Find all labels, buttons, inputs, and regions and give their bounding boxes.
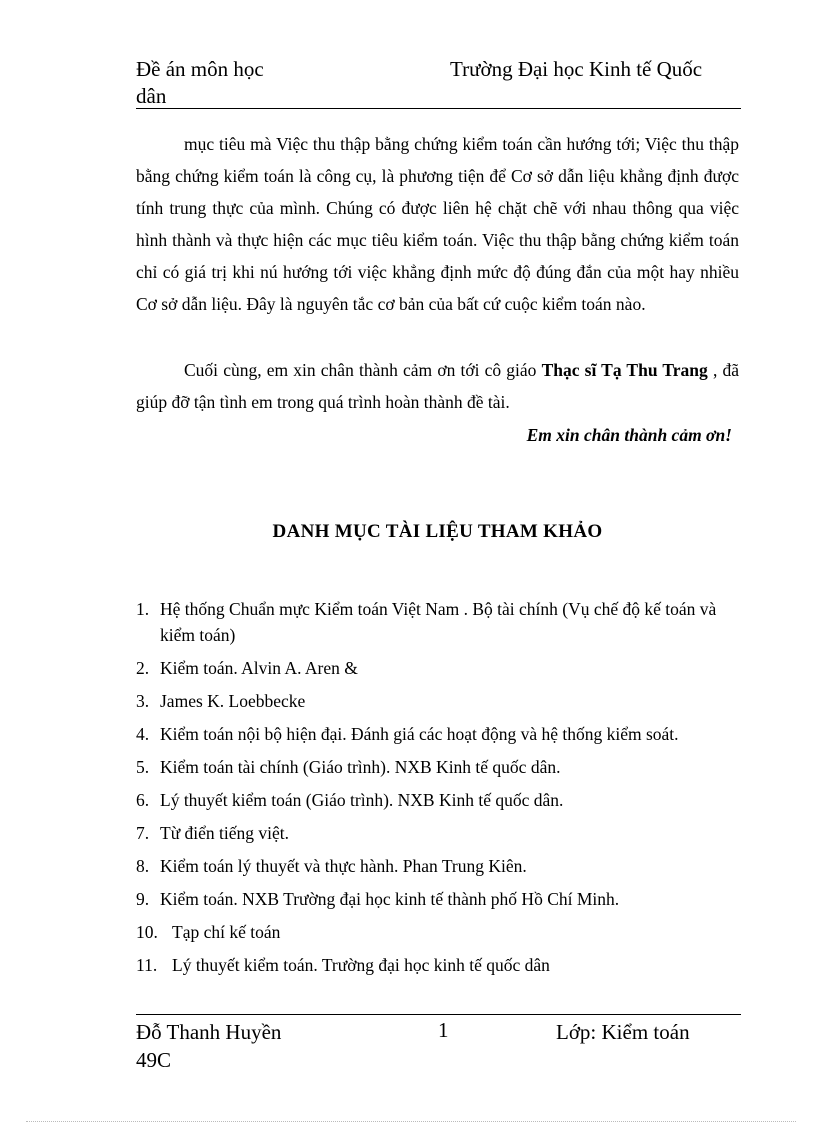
page-footer [136,1014,741,1075]
references-title: DANH MỤC TÀI LIỆU THAM KHẢO [272,521,603,542]
reference-item [136,853,739,879]
reference-item [136,688,739,714]
reference-item [136,596,739,648]
header-course-line1: Đề án môn học [136,57,264,81]
reference-text: Tạp chí kế toán [172,922,281,942]
reference-text: Kiểm toán nội bộ hiện đại. Đánh giá các hoạt động và hệ thống kiểm soát. [160,724,679,744]
references-list [136,596,739,985]
reference-text: Lý thuyết kiểm toán. Trường đại học kinh tế quốc dân [172,955,550,975]
reference-text: Kiểm toán tài chính (Giáo trình). NXB Kinh tế quốc dân. [160,757,561,777]
reference-text: Kiểm toán lý thuyết và thực hành. Phan Trung Kiên. [160,856,527,876]
reference-number: 11. [136,955,158,975]
footer-class: Lớp: Kiểm toán [556,1020,690,1044]
reference-item [136,655,739,681]
reference-item [136,886,739,912]
reference-item [136,820,739,846]
reference-item [136,787,739,813]
reference-item [136,721,739,747]
footer-author [136,1018,281,1074]
reference-text: Từ điển tiếng việt. [160,823,290,843]
reference-number: 10. [136,922,158,942]
page-number: 1 [438,1018,449,1042]
reference-number: 5. [136,757,150,777]
page-header [136,56,741,109]
reference-number: 2. [136,658,150,678]
header-course-line2: dân [136,84,167,108]
footer-author-name: Đỗ Thanh Huyền [136,1020,282,1044]
reference-item [136,754,739,780]
paragraph-2-text-before: Cuối cùng, em xin chân thành cảm ơn tới cô giáo [184,360,537,380]
reference-number: 7. [136,823,150,843]
reference-text: Kiểm toán. Alvin A. Aren & [160,658,358,678]
thanks-line: Em xin chân thành cảm ơn! [526,425,732,445]
reference-number: 4. [136,724,150,744]
paragraph-2-text-after: , đã giúp đỡ tận tình em trong quá trình hoàn thành đề tài. [136,360,739,412]
page-bottom-divider [26,1121,796,1122]
supervisor-name: Thạc sĩ Tạ Thu Trang [541,360,708,380]
reference-text: Lý thuyết kiểm toán (Giáo trình). NXB Kinh tế quốc dân. [160,790,564,810]
header-university: Trường Đại học Kinh tế Quốc [450,57,703,81]
reference-text: Kiểm toán. NXB Trường đại học kinh tế thành phố Hồ Chí Minh. [160,889,620,909]
reference-number: 6. [136,790,150,810]
reference-item [136,919,739,945]
reference-item [136,952,739,978]
reference-number: 3. [136,691,150,711]
header-course [136,56,264,110]
reference-text: Hệ thống Chuẩn mực Kiểm toán Việt Nam . Bộ tài chính (Vụ chế độ kế toán và kiểm toán) [160,599,717,645]
reference-number: 1. [136,599,150,619]
reference-text: James K. Loebbecke [160,691,306,711]
body-paragraph-2 [136,354,739,418]
body-paragraph-1: mục tiêu mà Việc thu thập bằng chứng kiểm toán cần hướng tới; Việc thu thập bằng chứng kiểm toán là công cụ, là phương tiện để Cơ sở dẫn liệu khẳng định được tính trung thực của mình. Chúng có được liên hệ chặt chẽ với nhau thông qua việc hình thành và thực hiện các mục tiêu kiểm toán. Việc thu thập bằng chứng kiểm toán chỉ có giá trị khi nú hướng tới việc khẳng định mức độ đúng đắn của một hay nhiều Cơ sở dẫn liệu. Đây là nguyên tắc cơ bản của bất cứ cuộc kiểm toán nào. [136,134,739,314]
reference-number: 8. [136,856,150,876]
footer-author-class-code: 49C [136,1048,172,1072]
reference-number: 9. [136,889,150,909]
